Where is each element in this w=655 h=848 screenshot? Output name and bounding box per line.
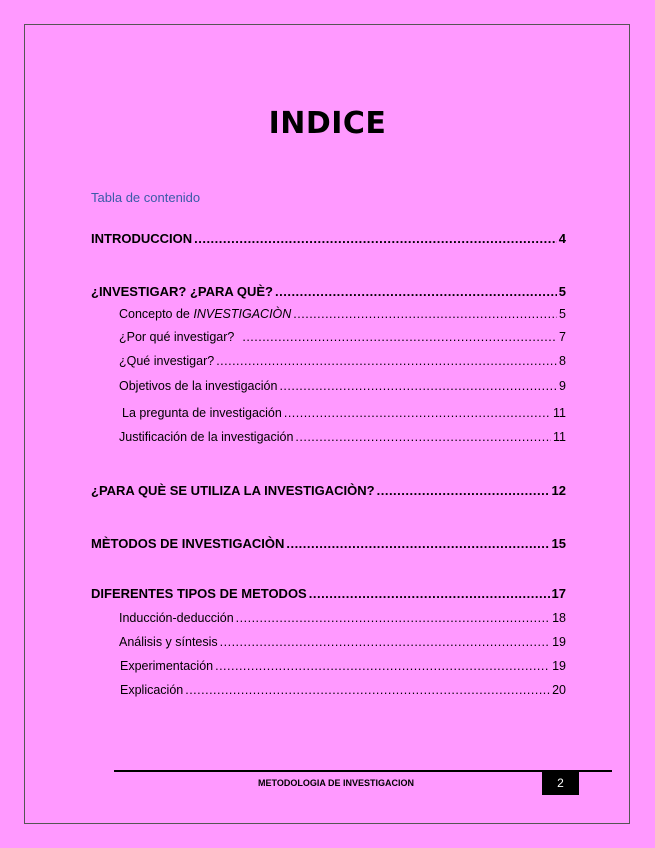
toc-leader-dots: [215, 658, 550, 674]
toc-entry-pregunta[interactable]: [122, 405, 566, 421]
toc-entry-por-que-investigar[interactable]: [119, 329, 566, 345]
page-number-badge: [542, 771, 579, 795]
toc-leader-dots: [185, 682, 550, 698]
toc-entry-page: 9: [559, 379, 566, 393]
toc-entry-explicacion[interactable]: [120, 682, 566, 698]
toc-leader-dots: [309, 586, 550, 602]
toc-entry-label: Experimentación: [120, 659, 214, 673]
toc-entry-page: 15: [551, 536, 566, 551]
toc-leader-dots: [295, 429, 551, 445]
toc-entry-label: ¿INVESTIGAR? ¿PARA QUÈ?: [91, 284, 273, 299]
toc-leader-dots: [284, 405, 551, 421]
toc-leader-dots: [242, 329, 557, 345]
page-title: INDICE: [268, 106, 387, 141]
toc-entry-label: ¿PARA QUÈ SE UTILIZA LA INVESTIGACIÒN?: [91, 483, 375, 498]
toc-entry-page: 18: [552, 611, 566, 625]
toc-entry-label: MÈTODOS DE INVESTIGACIÒN: [91, 536, 285, 551]
toc-entry-induccion[interactable]: [119, 610, 566, 626]
toc-entry-label: Objetivos de la investigación: [119, 379, 278, 393]
toc-entry-page: 19: [552, 659, 566, 673]
footer-rule: [114, 770, 612, 772]
toc-entry-label: Concepto de INVESTIGACIÒN: [119, 307, 292, 321]
toc-leader-dots: [279, 378, 557, 394]
toc-leader-dots: [377, 483, 550, 499]
toc-entry-page: 20: [552, 683, 566, 697]
toc-entry-label: INTRODUCCION: [91, 231, 193, 246]
toc-leader-dots: [286, 536, 549, 552]
toc-entry-page: 17: [551, 586, 566, 601]
page-border: [24, 24, 630, 824]
toc-heading: Tabla de contenido: [91, 190, 201, 205]
toc-entry-page: 4: [558, 231, 566, 246]
toc-entry-label: DIFERENTES TIPOS DE METODOS: [91, 586, 307, 601]
toc-entry-analisis[interactable]: [119, 634, 566, 650]
toc-leader-dots: [220, 634, 550, 650]
toc-entry-experimentacion[interactable]: [120, 658, 566, 674]
toc-entry-concepto[interactable]: [119, 306, 566, 322]
toc-leader-dots: [293, 306, 557, 322]
toc-entry-label: Justificación de la investigación: [119, 430, 294, 444]
toc-leader-dots: [236, 610, 550, 626]
toc-entry-page: 19: [552, 635, 566, 649]
toc-leader-dots: [216, 353, 557, 369]
toc-entry-para-que-se-utiliza[interactable]: [91, 483, 566, 499]
toc-entry-introduccion[interactable]: [91, 231, 566, 247]
footer-title: METODOLOGIA DE INVESTIGACION: [258, 778, 415, 788]
toc-entry-page: 8: [559, 354, 566, 368]
toc-entry-label: ¿Por qué investigar?: [119, 330, 235, 344]
toc-entry-diferentes-tipos[interactable]: [91, 586, 566, 602]
toc-entry-que-investigar[interactable]: [119, 353, 566, 369]
toc-entry-page: 5: [558, 284, 566, 299]
page-number: 2: [557, 776, 564, 790]
toc-entry-label: Inducción-deducción: [119, 611, 234, 625]
toc-entry-label: Explicación: [120, 683, 184, 697]
toc-entry-page: 11: [553, 406, 566, 420]
toc-entry-metodos[interactable]: [91, 536, 566, 552]
toc-entry-label: La pregunta de investigación: [122, 406, 282, 420]
toc-entry-label: ¿Qué investigar?: [119, 354, 215, 368]
toc-entry-label: Análisis y síntesis: [119, 635, 218, 649]
toc-entry-page: 5: [559, 307, 566, 321]
toc-entry-page: 11: [553, 430, 566, 444]
toc-entry-page: 7: [559, 330, 566, 344]
toc-entry-page: 12: [551, 483, 566, 498]
toc-leader-dots: [194, 231, 557, 247]
toc-leader-dots: [275, 284, 557, 300]
toc-entry-justificacion[interactable]: [119, 429, 566, 445]
toc-entry-objetivos[interactable]: [119, 378, 566, 394]
toc-entry-investigar-para-que[interactable]: [91, 284, 566, 300]
